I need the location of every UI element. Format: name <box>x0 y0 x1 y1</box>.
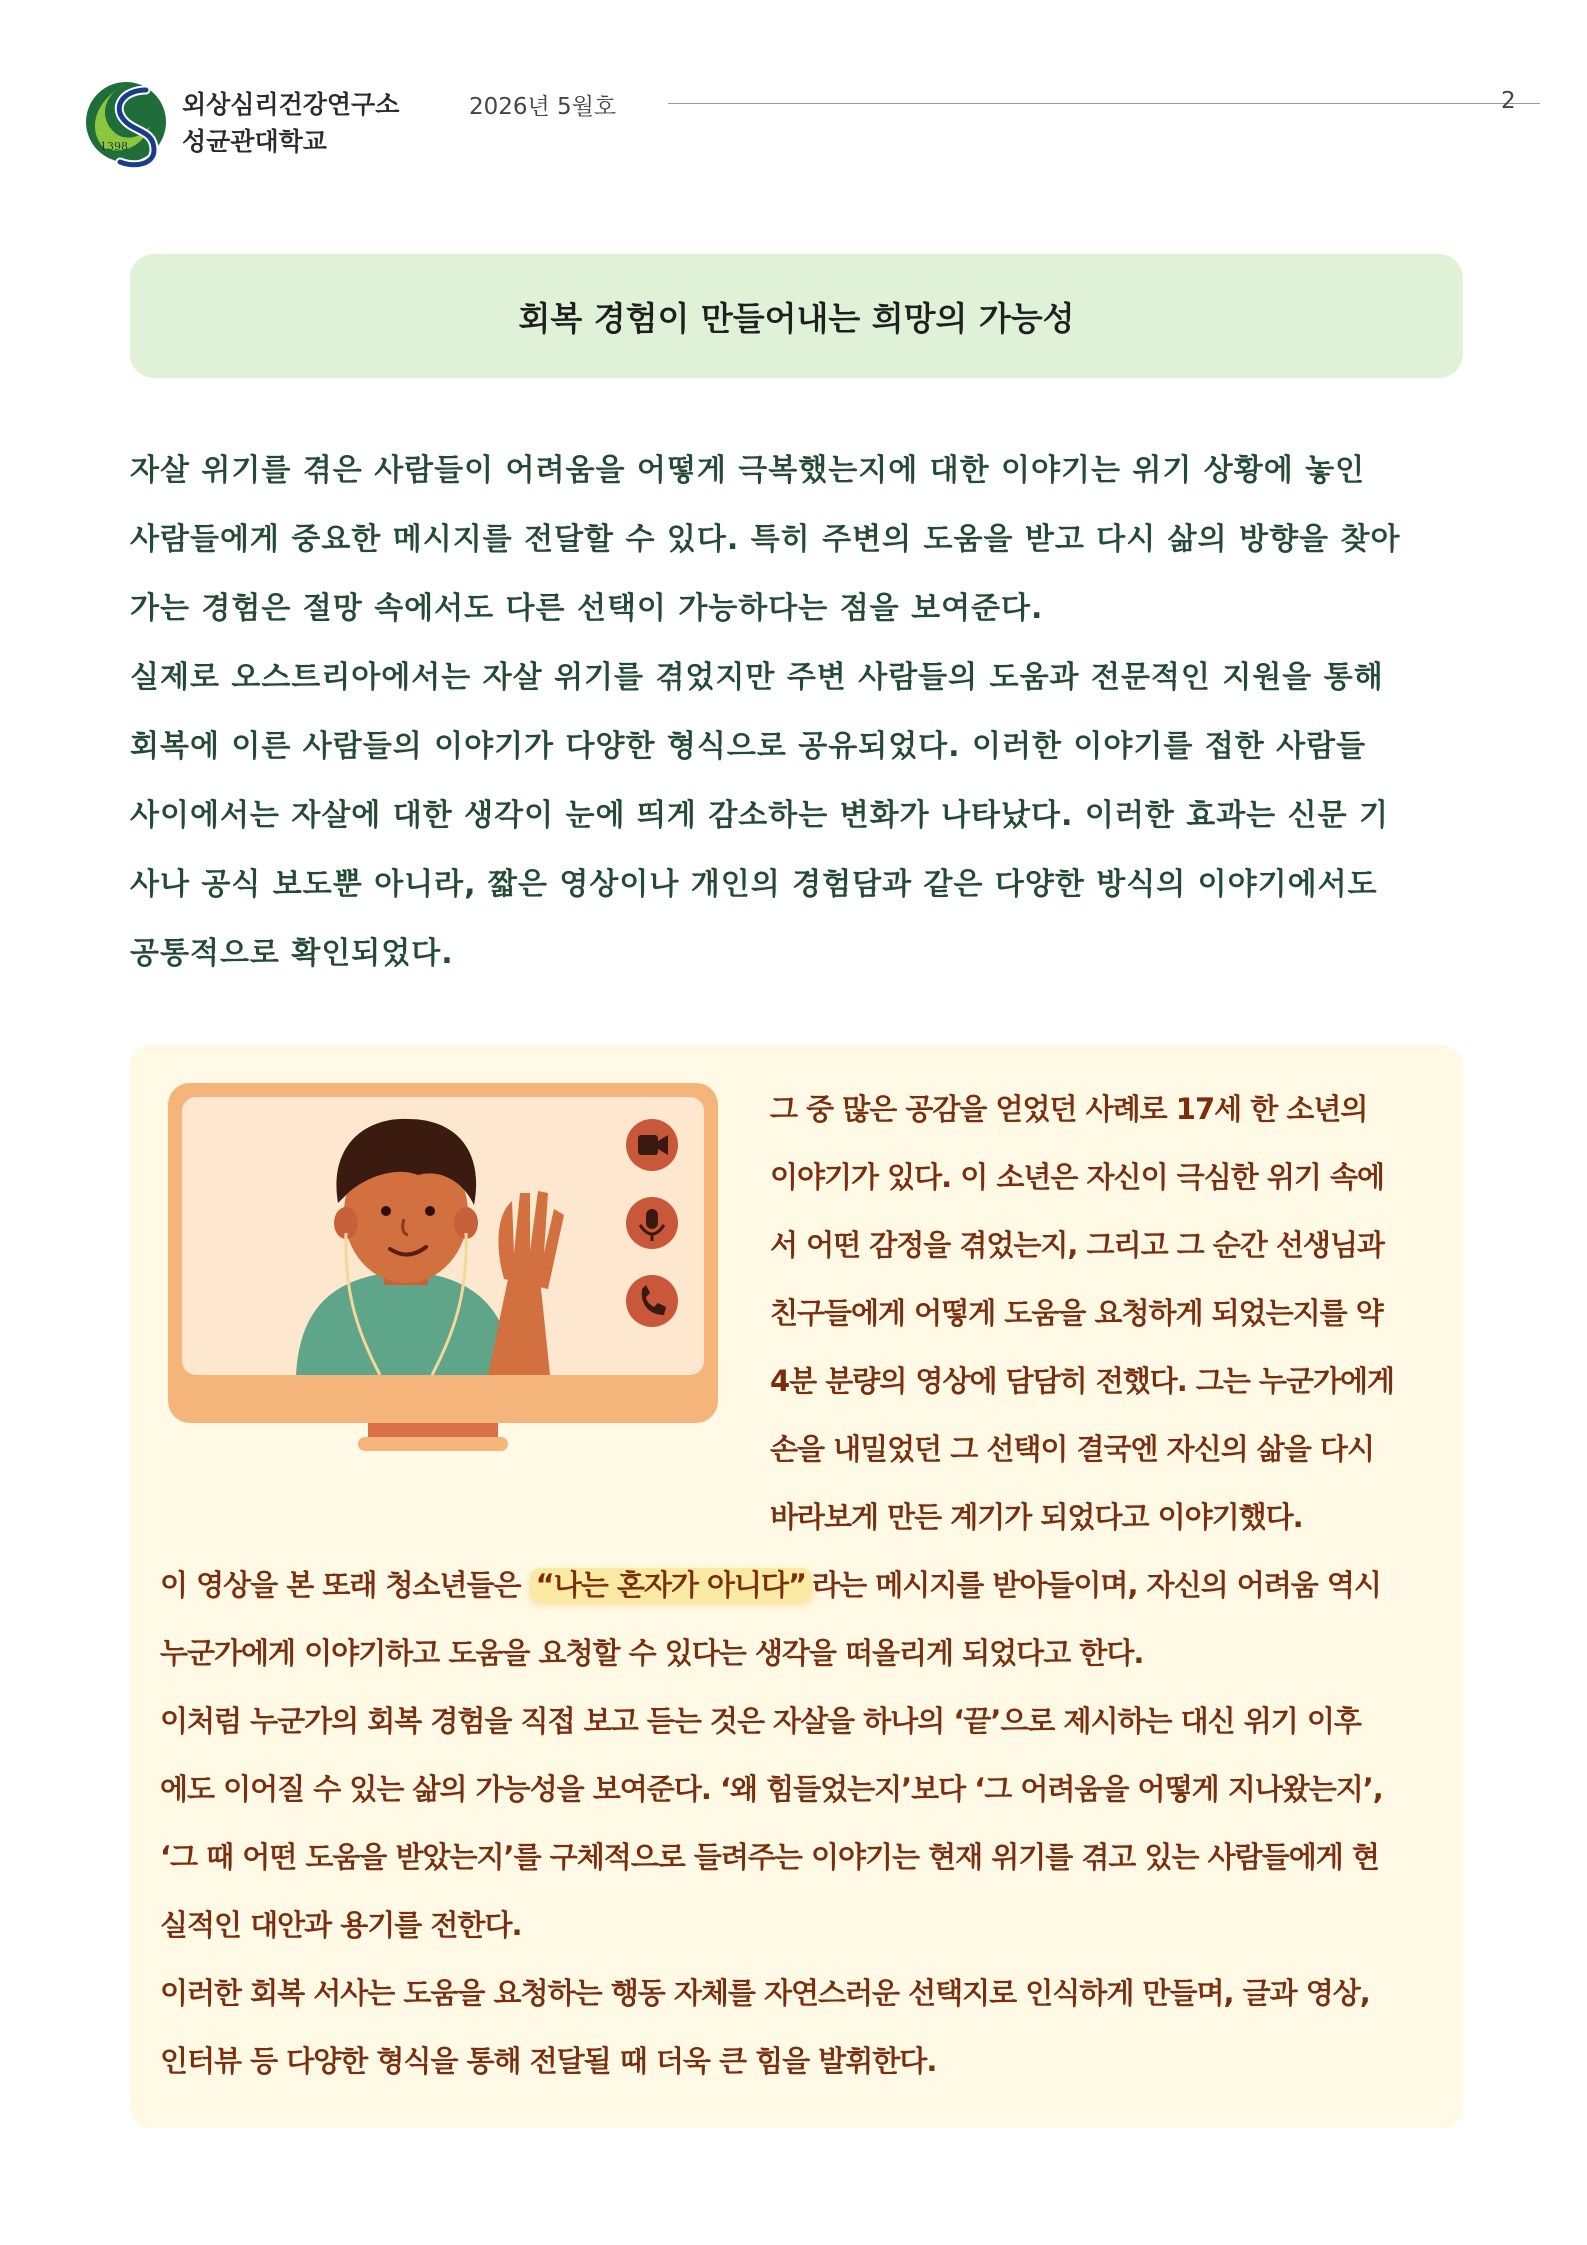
intro-line: 자살 위기를 겪은 사람들이 어려움을 어떻게 극복했는지에 대한 이야기는 위기 상황에 놓인 <box>130 453 1366 488</box>
intro-line: 가는 경험은 절망 속에서도 다른 선택이 가능하다는 점을 보여준다. <box>130 591 1044 626</box>
university-logo <box>84 72 168 170</box>
video-camera-icon <box>626 1119 678 1171</box>
intro-line: 회복에 이른 사람들의 이야기가 다양한 형식으로 공유되었다. 이러한 이야기를 접한 사람들 <box>130 729 1367 764</box>
header-divider <box>668 103 1540 104</box>
story-line: 바라보게 만든 계기가 되었다고 이야기했다. <box>770 1500 1303 1534</box>
story-box <box>130 1045 1463 2128</box>
story-line: 서 어떤 감정을 겪었는지, 그리고 그 순간 선생님과 <box>770 1228 1384 1262</box>
phone-icon <box>626 1275 678 1327</box>
intro-line: 공통적으로 확인되었다. <box>130 936 454 971</box>
intro-line: 사이에서는 자살에 대한 생각이 눈에 띄게 감소하는 변화가 나타났다. 이러한 효과는 신문 기 <box>130 798 1389 833</box>
org-line-1: 외상심리건강연구소 <box>182 90 400 119</box>
section-title-box <box>130 254 1463 378</box>
story-line: 손을 내밀었던 그 선택이 결국엔 자신의 삶을 다시 <box>770 1432 1374 1466</box>
highlighted-quote: “나는 혼자가 아니다” <box>530 1568 812 1602</box>
story-line: 인터뷰 등 다양한 형식을 통해 전달될 때 더욱 큰 힘을 발휘한다. <box>160 2044 937 2078</box>
section-title: 회복 경험이 만들어내는 희망의 가능성 <box>518 298 1075 338</box>
highlight-line-after: 라는 메시지를 받아들이며, 자신의 어려움 역시 <box>812 1568 1381 1602</box>
story-line: ‘그 때 어떤 도움을 받았는지’를 구체적으로 들려주는 이야기는 현재 위기를 겪고 있는 사람들에게 현 <box>160 1840 1379 1874</box>
story-line: 실적인 대안과 용기를 전한다. <box>160 1908 522 1942</box>
microphone-icon <box>626 1197 678 1249</box>
page-number: 2 <box>1501 88 1516 114</box>
intro-paragraphs <box>130 436 1475 988</box>
intro-line: 사람들에게 중요한 메시지를 전달할 수 있다. 특히 주변의 도움을 받고 다시 삶의 방향을 찾아 <box>130 522 1401 557</box>
story-line: 4분 분량의 영상에 담담히 전했다. 그는 누군가에게 <box>770 1364 1395 1398</box>
highlight-line-before: 이 영상을 본 또래 청소년들은 <box>160 1568 530 1602</box>
intro-line: 사나 공식 보도뿐 아니라, 짧은 영상이나 개인의 경험담과 같은 다양한 방식의 이야기에서도 <box>130 867 1378 902</box>
story-line: 에도 이어질 수 있는 삶의 가능성을 보여준다. ‘왜 힘들었는지’보다 ‘그 어려움을 어떻게 지나왔는지’, <box>160 1772 1383 1806</box>
story-line: 이러한 회복 서사는 도움을 요청하는 행동 자체를 자연스러운 선택지로 인식하게 만들며, 글과 영상, <box>160 1976 1370 2010</box>
issue-date: 2026년 5월호 <box>469 94 617 120</box>
svg-text:1398: 1398 <box>100 140 128 153</box>
monitor-stand <box>358 1437 508 1451</box>
story-line: 이처럼 누군가의 회복 경험을 직접 보고 듣는 것은 자살을 하나의 ‘끝’으로 제시하는 대신 위기 이후 <box>160 1704 1361 1738</box>
page-header <box>84 72 1524 172</box>
story-line: 그 중 많은 공감을 얻었던 사례로 17세 한 소년의 <box>770 1092 1368 1126</box>
story-line: 친구들에게 어떻게 도움을 요청하게 되었는지를 약 <box>770 1296 1383 1330</box>
org-line-2: 성균관대학교 <box>182 127 327 156</box>
story-line: 이야기가 있다. 이 소년은 자신이 극심한 위기 속에 <box>770 1160 1384 1194</box>
highlight-line <box>160 1551 1381 1619</box>
story-line: 누군가에게 이야기하고 도움을 요청할 수 있다는 생각을 떠올리게 되었다고 한다. <box>160 1636 1144 1670</box>
video-call-illustration <box>168 1083 718 1493</box>
intro-line: 실제로 오스트리아에서는 자살 위기를 겪었지만 주변 사람들의 도움과 전문적인 지원을 통해 <box>130 660 1384 695</box>
organization-name <box>182 86 399 160</box>
